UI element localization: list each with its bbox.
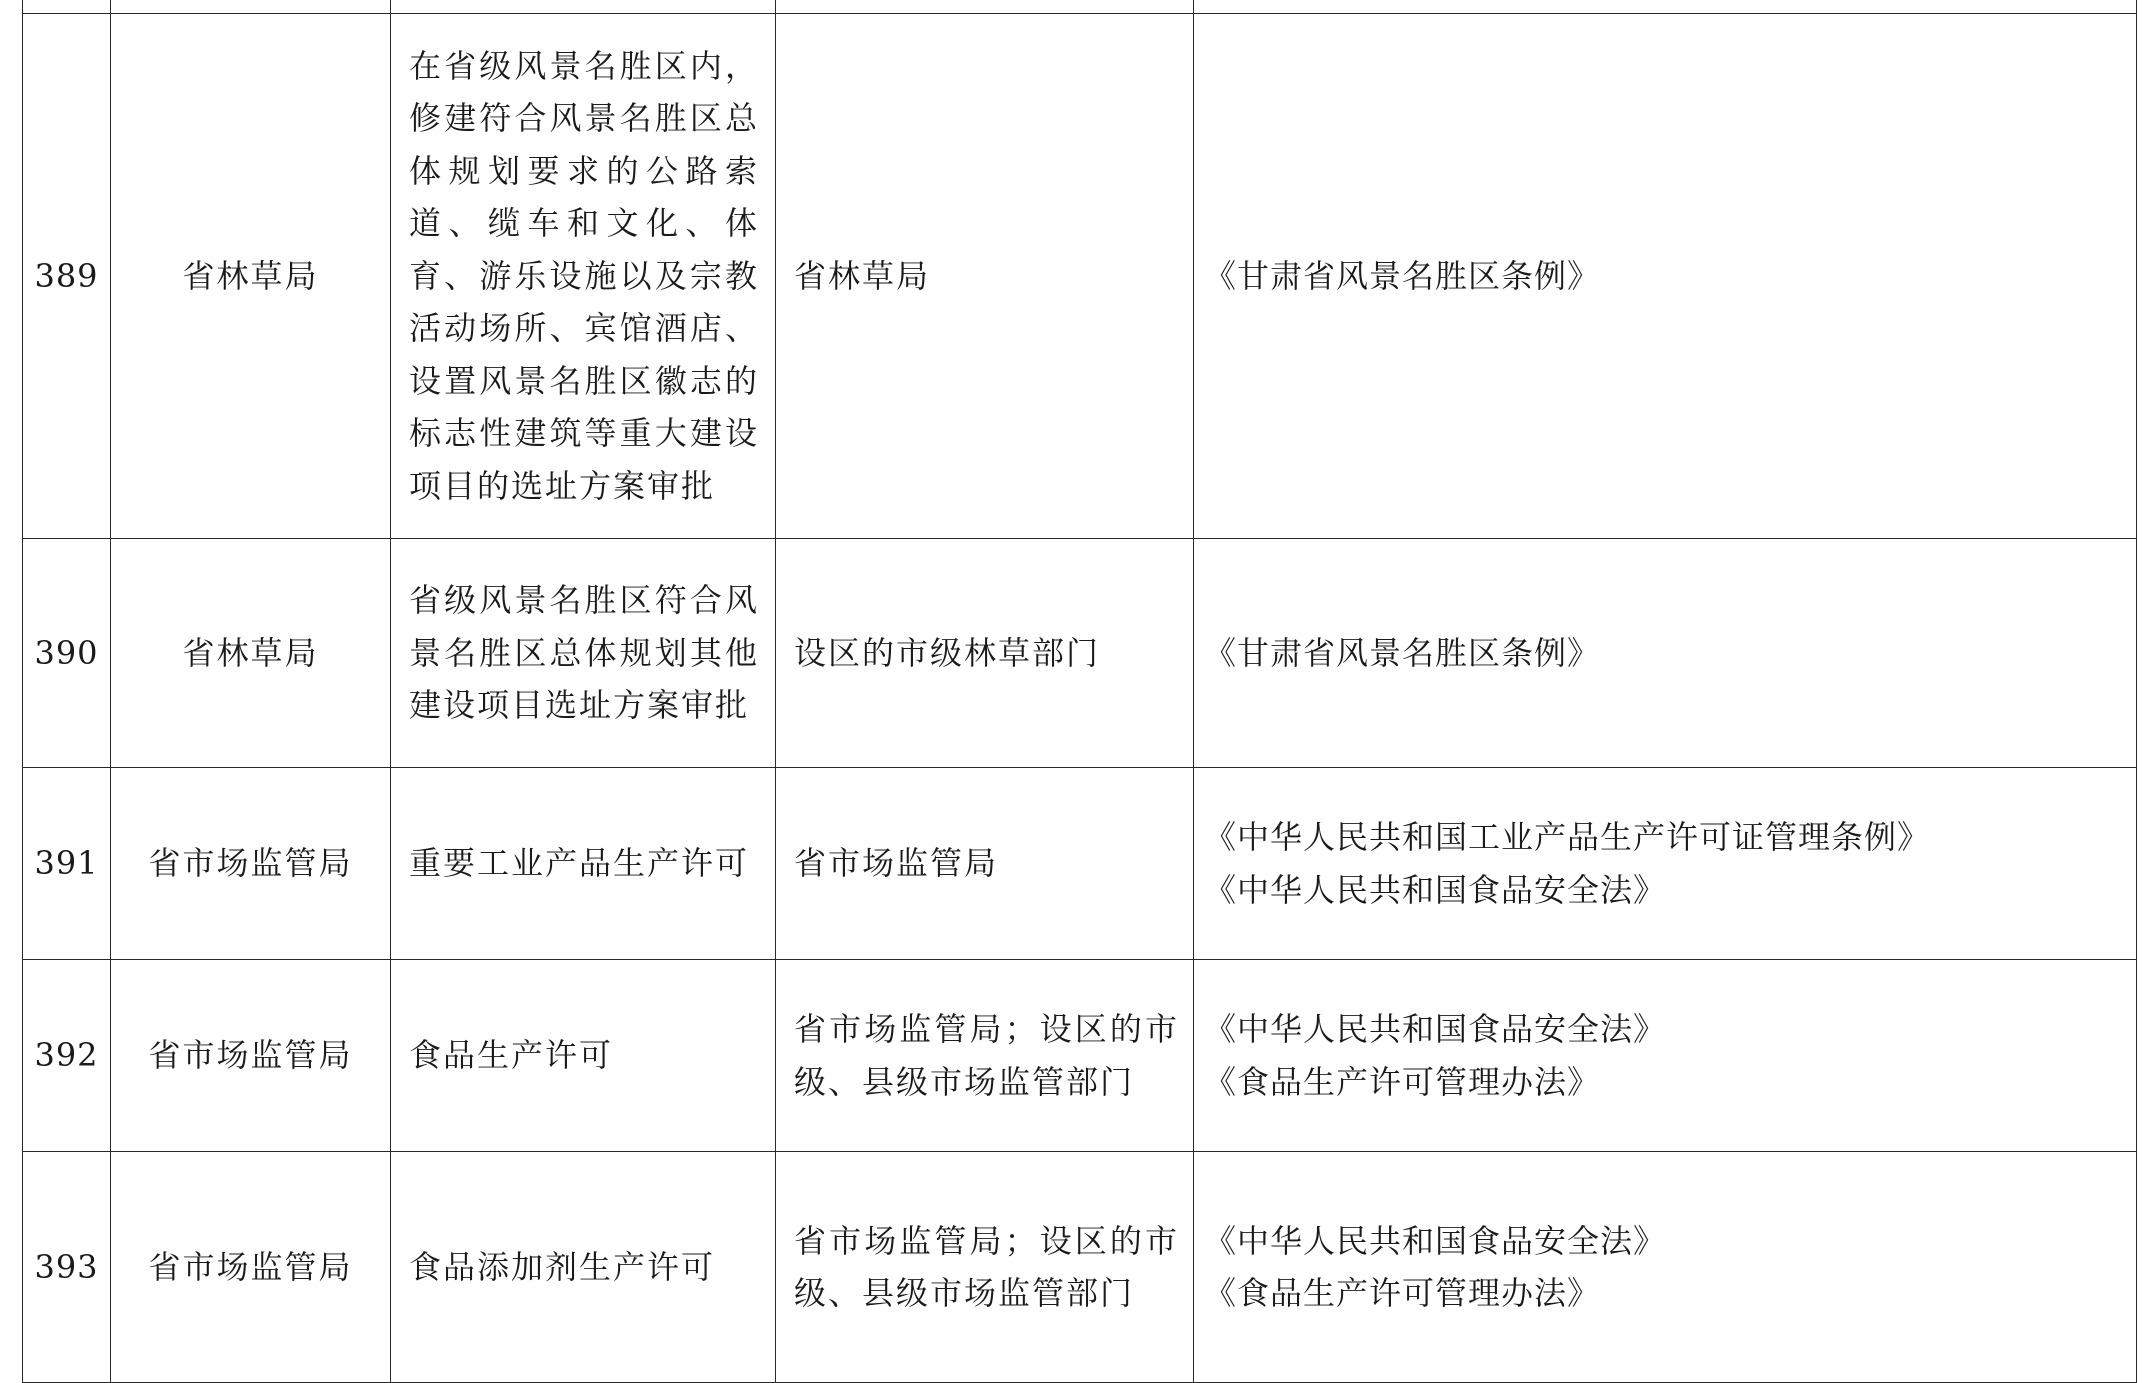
- legal-basis-cell: [1194, 539, 2137, 768]
- row-number: 391: [23, 768, 111, 960]
- implementing-body-cell: 省林草局: [776, 14, 1194, 539]
- table-cell: [111, 0, 391, 14]
- approval-item-cell: 重要工业产品生产许可: [391, 768, 776, 960]
- table-row: [23, 539, 2137, 768]
- row-number: 389: [23, 14, 111, 539]
- legal-basis-line: 《中华人民共和国工业产品生产许可证管理条例》: [1204, 818, 1931, 856]
- legal-basis-cell: [1194, 1152, 2137, 1383]
- implementing-body-cell: 省市场监管局: [776, 768, 1194, 960]
- row-number: 393: [23, 1152, 111, 1383]
- table-cell: [1194, 0, 2137, 14]
- department-cell: 省市场监管局: [111, 768, 391, 960]
- legal-basis-line: 《食品生产许可管理办法》: [1204, 1274, 1601, 1312]
- department-cell: 省林草局: [111, 14, 391, 539]
- implementing-body-cell: 设区的市级林草部门: [776, 539, 1194, 768]
- table-row-previous-continuation: [23, 0, 2137, 14]
- legal-basis-line: 《中华人民共和国食品安全法》: [1204, 1221, 1667, 1260]
- approval-item-cell: 食品生产许可: [391, 960, 776, 1152]
- legal-basis-cell: [1194, 768, 2137, 960]
- legal-basis-line: 《甘肃省风景名胜区条例》: [1204, 633, 1601, 672]
- table-cell: [23, 0, 111, 14]
- legal-basis-line: 《甘肃省风景名胜区条例》: [1204, 256, 1601, 295]
- approval-item-cell: 食品添加剂生产许可: [391, 1152, 776, 1383]
- row-number: 390: [23, 539, 111, 768]
- department-cell: 省市场监管局: [111, 1152, 391, 1383]
- table-row: [23, 768, 2137, 960]
- legal-basis-line: 《中华人民共和国食品安全法》: [1204, 1010, 1667, 1048]
- legal-basis-line: 《中华人民共和国食品安全法》: [1204, 870, 1667, 909]
- table-row: [23, 14, 2137, 539]
- legal-basis-line: 《食品生产许可管理办法》: [1204, 1062, 1601, 1101]
- table-row: [23, 1152, 2137, 1383]
- table-row: [23, 960, 2137, 1152]
- department-cell: 省市场监管局: [111, 960, 391, 1152]
- row-number: 392: [23, 960, 111, 1152]
- implementing-body-cell: 省市场监管局；设区的市级、县级市场监管部门: [776, 960, 1194, 1152]
- table-cell: [776, 0, 1194, 14]
- legal-basis-cell: [1194, 960, 2137, 1152]
- table-cell: [391, 0, 776, 14]
- department-cell: 省林草局: [111, 539, 391, 768]
- approval-items-table: [22, 0, 2137, 1383]
- legal-basis-cell: [1194, 14, 2137, 539]
- approval-item-cell: 省级风景名胜区符合风景名胜区总体规划其他建设项目选址方案审批: [391, 539, 776, 768]
- implementing-body-cell: 省市场监管局；设区的市级、县级市场监管部门: [776, 1152, 1194, 1383]
- approval-item-cell: 在省级风景名胜区内，修建符合风景名胜区总体规划要求的公路索道、缆车和文化、体育、游乐设施以及宗教活动场所、宾馆酒店、设置风景名胜区徽志的标志性建筑等重大建设项目的选址方案审批: [391, 14, 776, 539]
